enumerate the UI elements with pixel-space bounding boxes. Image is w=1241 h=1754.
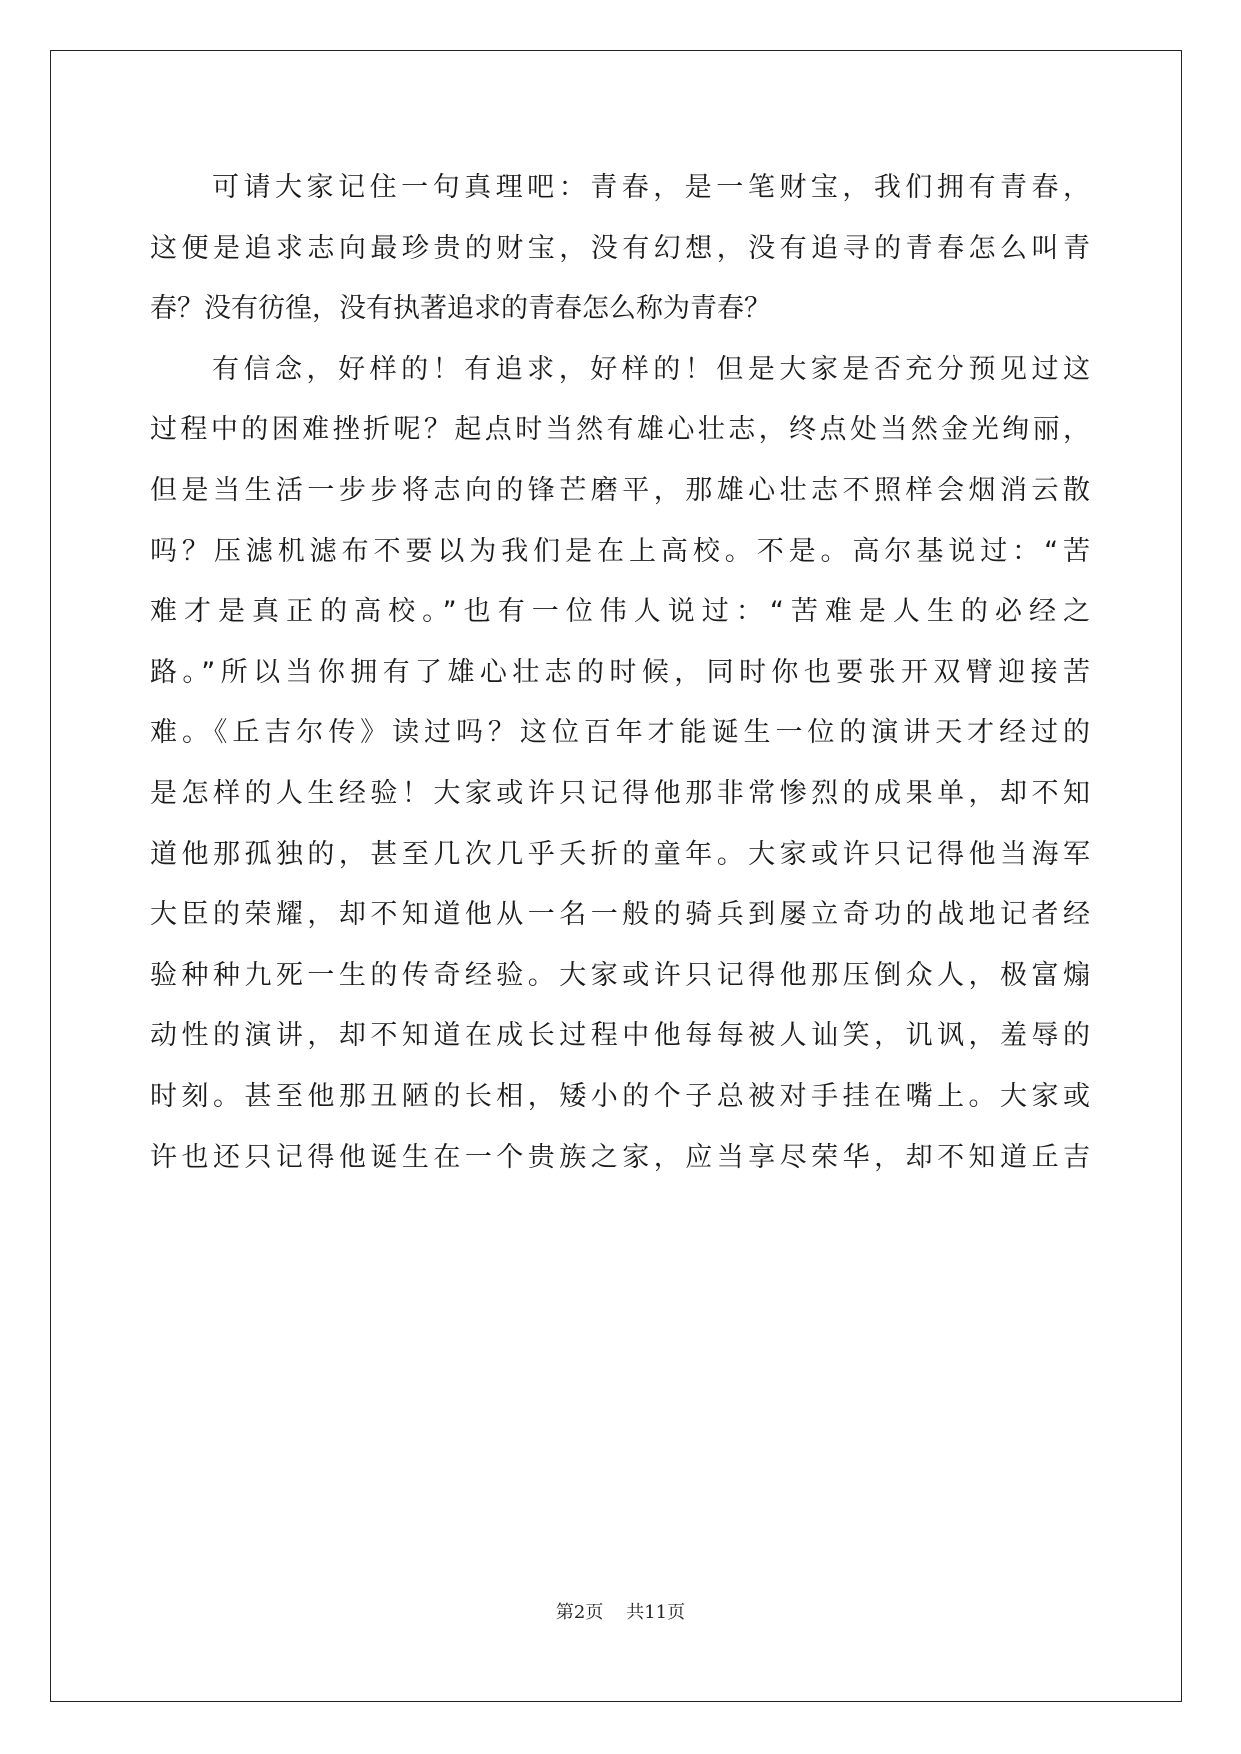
page-number: 第2页 bbox=[555, 1602, 604, 1623]
text-line: 大臣的荣耀，却不知道他从一名一般的骑兵到屡立奇功的战地记者经 bbox=[150, 899, 1090, 931]
text-line: 路。”所以当你拥有了雄心壮志的时候，同时你也要张开双臂迎接苦 bbox=[150, 656, 1090, 688]
document-body bbox=[150, 158, 1090, 1188]
text-line: 动性的演讲，却不知道在成长过程中他每每被人讪笑，讥讽，羞辱的 bbox=[150, 1020, 1090, 1052]
text-line: 可请大家记住一句真理吧：青春，是一笔财宝，我们拥有青春， bbox=[212, 172, 1090, 203]
text-line: 许也还只记得他诞生在一个贵族之家，应当享尽荣华，却不知道丘吉 bbox=[150, 1141, 1090, 1173]
text-line: 吗？压滤机滤布不要以为我们是在上高校。不是。高尔基说过：“苦 bbox=[150, 535, 1090, 567]
text-line: 难才是真正的高校。”也有一位伟人说过：“苦难是人生的必经之 bbox=[150, 596, 1090, 628]
text-line: 是怎样的人生经验！大家或许只记得他那非常惨烈的成果单，却不知 bbox=[150, 777, 1090, 809]
text-line: 时刻。甚至他那丑陋的长相，矮小的个子总被对手挂在嘴上。大家或 bbox=[150, 1080, 1090, 1112]
text-line: 春？没有彷徨，没有执著追求的青春怎么称为青春？ bbox=[150, 293, 771, 325]
text-line: 道他那孤独的，甚至几次几乎夭折的童年。大家或许只记得他当海军 bbox=[150, 838, 1090, 870]
text-line: 但是当生活一步步将志向的锋芒磨平，那雄心壮志不照样会烟消云散 bbox=[150, 474, 1090, 506]
page-footer bbox=[0, 1598, 1241, 1624]
text-line: 难。《丘吉尔传》读过吗？这位百年才能诞生一位的演讲天才经过的 bbox=[150, 717, 1090, 749]
text-line: 验种种九死一生的传奇经验。大家或许只记得他那压倒众人，极富煽 bbox=[150, 959, 1090, 991]
text-line: 这便是追求志向最珍贵的财宝，没有幻想，没有追寻的青春怎么叫青 bbox=[150, 232, 1090, 264]
text-line: 有信念，好样的！有追求，好样的！但是大家是否充分预见过这 bbox=[212, 353, 1090, 385]
text-line: 过程中的困难挫折呢？起点时当然有雄心壮志，终点处当然金光绚丽， bbox=[150, 414, 1090, 446]
total-pages: 共11页 bbox=[626, 1602, 686, 1623]
